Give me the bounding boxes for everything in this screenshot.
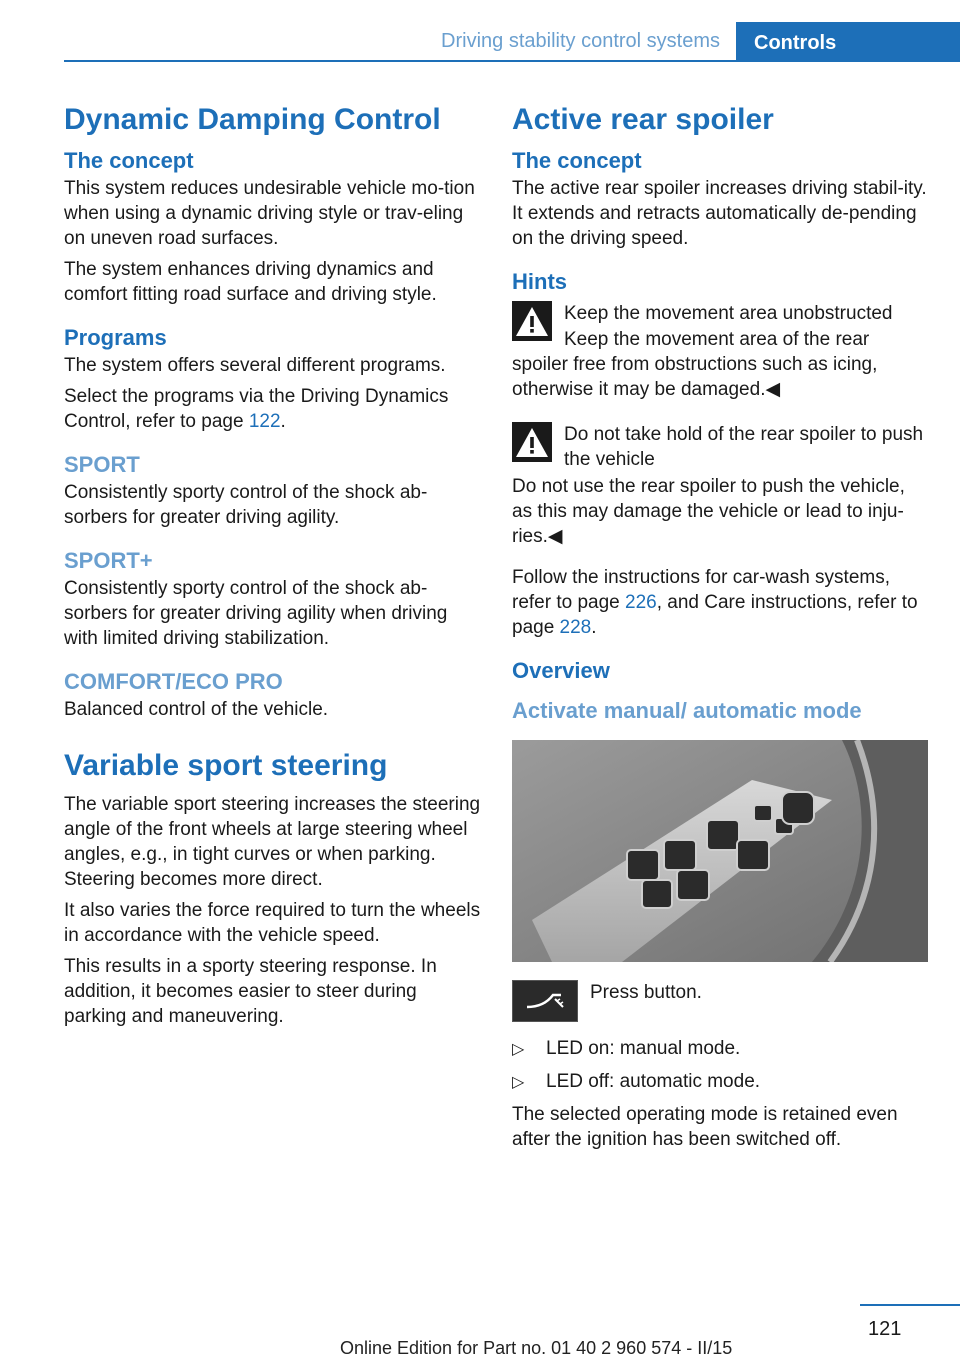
header-section-title: Driving stability control systems xyxy=(441,30,720,52)
section-title-vss: Variable sport steering xyxy=(64,749,388,782)
warning-2-title: Do not take hold of the rear spoiler to push the vehicle xyxy=(564,424,924,470)
left-column xyxy=(64,100,484,1035)
list-item: ▷ LED off: automatic mode. xyxy=(512,1069,930,1094)
page-link-122[interactable]: 122 xyxy=(248,411,281,432)
warning-block-2 xyxy=(512,422,930,472)
warning-1-title: Keep the movement area unobstructed xyxy=(564,303,893,324)
sport-heading: SPORT xyxy=(64,452,140,477)
press-button-text: Press button. xyxy=(590,982,702,1003)
list-item: ▷ LED on: manual mode. xyxy=(512,1036,930,1061)
warning-2-body: Do not use the rear spoiler to push the vehicle, as this may damage the vehicle or lead to inju‐ries.◀ xyxy=(512,476,905,547)
hints-heading: Hints xyxy=(512,269,567,294)
spoiler-concept-heading: The concept xyxy=(512,148,642,173)
comfort-paragraph: Balanced control of the vehicle. xyxy=(64,699,329,720)
programs-paragraph-2: Select the programs via the Driving Dynamics Control, refer to page 122. xyxy=(64,386,449,432)
sportplus-paragraph: Consistently sporty control of the shock ab‐sorbers for greater driving agility when driving with limited driving stabilization. xyxy=(64,578,448,649)
retained-paragraph: The selected operating mode is retained even after the ignition has been switched off. xyxy=(512,1104,898,1150)
press-button-row xyxy=(512,980,930,1022)
page-link-228[interactable]: 228 xyxy=(559,617,592,638)
mode-list xyxy=(512,1036,930,1094)
concept-paragraph-2: The system enhances driving dynamics and comfort fitting road surface and driving style. xyxy=(64,259,437,305)
vss-paragraph-3: This results in a sporty steering response. In addition, it becomes easier to steer during parking and maneuvering. xyxy=(64,956,437,1027)
overview-heading: Overview xyxy=(512,658,610,683)
carwash-paragraph: Follow the instructions for car-wash systems, refer to page 226, and Care instructions, refer to page 228. xyxy=(512,567,918,638)
footer-edition: Online Edition for Part no. 01 40 2 960 574 - II/15 xyxy=(340,1338,733,1358)
warning-1-body: Keep the movement area of the rear spoiler free from obstructions such as icing, otherwise it may be damaged.◀ xyxy=(512,329,878,400)
sportplus-heading: SPORT+ xyxy=(64,548,153,573)
spoiler-concept-paragraph: The active rear spoiler increases driving stabil‐ity. It extends and retracts automatically de‐pending on the driving speed. xyxy=(512,178,927,249)
concept-heading: The concept xyxy=(64,148,194,173)
door-panel-photo xyxy=(512,740,928,962)
vss-paragraph-1: The variable sport steering increases the steering angle of the front wheels at large steering wheel angles, e.g., in tight curves or when parking. Steering becomes more direct. xyxy=(64,794,481,890)
bullet-triangle-icon: ▷ xyxy=(512,1041,525,1058)
comfort-heading: COMFORT/ECO PRO xyxy=(64,669,283,694)
activate-heading: Activate manual/ automatic mode xyxy=(512,698,862,723)
header-chapter-tab[interactable]: Controls xyxy=(736,22,960,62)
header-rule xyxy=(64,60,960,62)
warning-block-1 xyxy=(512,301,930,351)
vss-paragraph-2: It also varies the force required to turn the wheels in accordance with the vehicle speed. xyxy=(64,900,481,946)
spoiler-button-icon xyxy=(512,980,578,1022)
warning-triangle-icon xyxy=(512,422,552,462)
sport-paragraph: Consistently sporty control of the shock ab‐sorbers for greater driving agility. xyxy=(64,482,428,528)
section-title-spoiler: Active rear spoiler xyxy=(512,103,774,136)
programs-paragraph-1: The system offers several different programs. xyxy=(64,355,446,376)
warning-triangle-icon xyxy=(512,301,552,341)
page-link-226[interactable]: 226 xyxy=(625,592,657,613)
concept-paragraph-1: This system reduces undesirable vehicle mo‐tion when using a dynamic driving style or trav‐eling on uneven road surfaces. xyxy=(64,178,475,249)
bullet-triangle-icon: ▷ xyxy=(512,1074,525,1091)
section-title-ddc: Dynamic Damping Control xyxy=(64,103,441,136)
programs-heading: Programs xyxy=(64,325,167,350)
page-number: 121 xyxy=(868,1318,902,1340)
right-column xyxy=(512,100,930,1158)
footer-rule xyxy=(860,1304,960,1306)
